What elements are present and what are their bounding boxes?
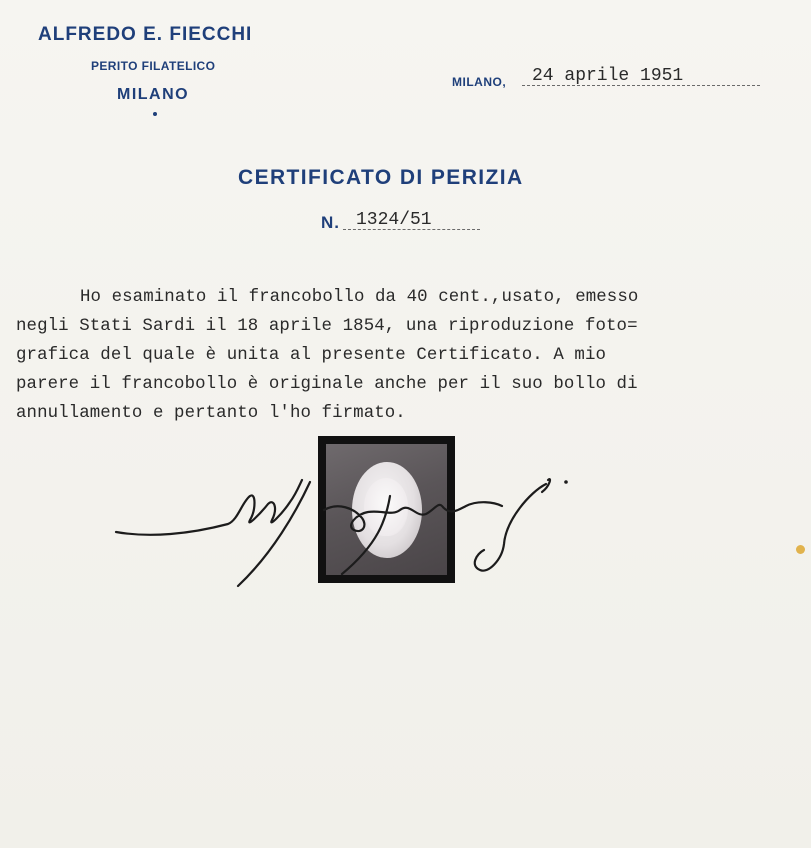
body-line: negli Stati Sardi il 18 aprile 1854, una riproduzione foto= [16,317,638,336]
body-line: Ho esaminato il francobollo da 40 cent.,usato, emesso [80,288,639,307]
letterhead-city: MILANO [117,86,190,103]
certificate-number: 1324/51 [356,210,432,230]
body-line: annullamento e pertanto l'ho firmato. [16,404,406,423]
letterhead-dot [153,112,157,116]
dateline-date: 24 aprile 1951 [532,66,684,86]
certificate-number-label: N. [321,213,340,232]
dateline-place: MILANO, [452,75,507,89]
body-line: parere il francobollo è originale anche per il suo bollo di [16,375,638,394]
body-line: grafica del quale è unita al presente Certificato. A mio [16,346,607,365]
handwritten-signature [110,462,580,592]
letterhead-role: PERITO FILATELICO [91,59,216,73]
letterhead-name: ALFREDO E. FIECCHI [38,24,253,45]
paper-mark [796,545,805,554]
certificate-title: CERTIFICATO DI PERIZIA [238,166,524,189]
